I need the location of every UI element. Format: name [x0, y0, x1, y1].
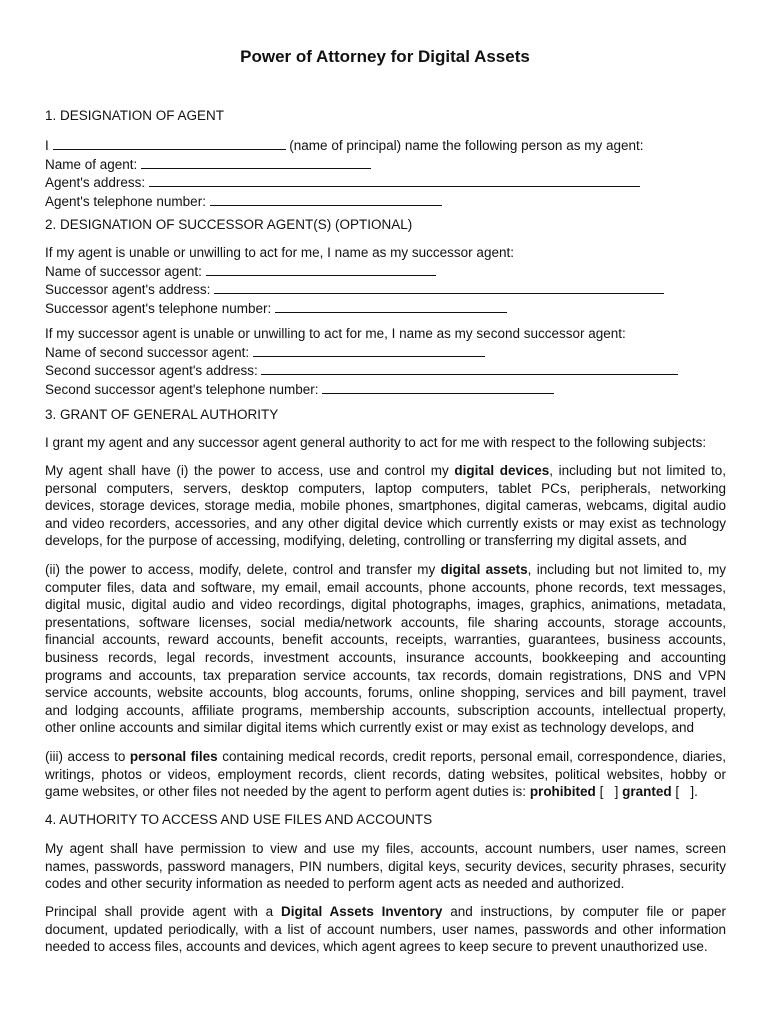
paragraph-line: names, passwords, password managers, PIN numbers, digital keys, security devices, security phrases, security — [45, 858, 726, 874]
paragraph-line: business records, legal records, investment accounts, insurance accounts, bookkeeping and accounting — [45, 649, 726, 665]
paragraph-line — [45, 748, 726, 766]
paragraph-line: personal computers, servers, desktop computers, laptop computers, tablet PCs, peripherals, networking — [45, 480, 726, 496]
principal-prefix: I — [45, 138, 49, 153]
paragraph-line: document, updated periodically, with a list of account numbers, user names, passwords and other information — [45, 921, 726, 937]
section-1 — [45, 107, 726, 125]
paragraph-line: develops, for the purpose of accessing, modifying, deleting, controlling or transferring my digital assets, and — [45, 533, 687, 549]
term-digital-devices: digital devices — [454, 463, 550, 478]
files-accounts-paragraph — [45, 840, 726, 893]
term-digital-assets: digital assets — [440, 562, 528, 577]
paragraph-line — [45, 903, 726, 921]
paragraph-line: needed to access files, accounts and devices, which agent agrees to keep secure to prevent unauthorized use. — [45, 939, 708, 955]
paragraph-line: and video recorders, accessories, and any other digital device which currently exists or may exist as technology — [45, 515, 726, 531]
successor-address-blank[interactable] — [214, 280, 664, 294]
successor-address-label: Successor agent's address: — [45, 282, 211, 298]
option-prohibited-label: prohibited — [529, 784, 596, 800]
term-digital-assets-inventory: Digital Assets Inventory — [280, 904, 443, 919]
agent-phone-label: Agent's telephone number: — [45, 193, 206, 209]
second-successor-fields — [45, 325, 726, 398]
paragraph-line: devices, storage devices, storage media, mobile phones, smartphones, digital cameras, webcams, digital audio — [45, 498, 726, 514]
agent-name-blank[interactable] — [141, 155, 371, 169]
successor-name-line — [45, 262, 726, 281]
second-successor-address-blank[interactable] — [261, 361, 678, 375]
text-run: game websites, or other files not needed by the agent to perform agent duties is: — [45, 784, 527, 800]
paragraph-line: programs and accounts, tax preparation service accounts, tax records, domain registrations, DNS and VPN — [45, 667, 726, 683]
successor-name-blank[interactable] — [206, 262, 436, 276]
granted-checkbox[interactable]: [ ]. — [675, 784, 698, 800]
paragraph-line: other online accounts and similar digital items which currently exist or may exist as technology develops, and — [45, 720, 695, 736]
document-title: Power of Attorney for Digital Assets — [240, 47, 530, 66]
section-4-heading: 4. AUTHORITY TO ACCESS AND USE FILES AND ACCOUNTS — [45, 812, 433, 827]
paragraph-line: service accounts, website accounts, blog accounts, forums, online shopping, services and bill payment, travel — [45, 685, 726, 701]
successor-intro: If my agent is unable or unwilling to act for me, I name as my successor agent: — [45, 245, 514, 260]
text-run: (ii) the power to access, modify, delete, control and transfer my — [45, 562, 436, 577]
paragraph-line: presentations, software licenses, social media/network accounts, file sharing accounts, storage accounts, — [45, 614, 726, 630]
section-2-heading: 2. DESIGNATION OF SUCCESSOR AGENT(S) (OPTIONAL) — [45, 217, 413, 232]
text-run: containing medical records, credit reports, personal email, correspondence, diaries, — [222, 749, 726, 764]
personal-files-choice-line — [45, 783, 726, 801]
successor-phone-line — [45, 299, 726, 318]
text-run: , including but not limited to, my — [527, 562, 726, 577]
paragraph-line — [45, 561, 726, 579]
section-1-fields — [45, 136, 726, 210]
second-successor-name-blank[interactable] — [253, 343, 485, 357]
paragraph-line: codes and other security information as needed to perform agent acts as needed and authorized. — [45, 876, 625, 892]
paragraph-line: financial accounts, reward accounts, benefit accounts, receipts, warranties, guarantees, business accounts, — [45, 632, 726, 648]
personal-files-paragraph — [45, 748, 726, 801]
digital-devices-paragraph — [45, 462, 726, 550]
successor-agent-fields — [45, 244, 726, 317]
second-successor-phone-line — [45, 380, 726, 399]
text-run: (iii) access to — [45, 749, 126, 764]
grant-intro: I grant my agent and any successor agent general authority to act for me with respect to the following subjects: — [45, 435, 707, 450]
second-successor-phone-label: Second successor agent's telephone number: — [45, 381, 319, 397]
text-run: My agent shall have (i) the power to access, use and control my — [45, 463, 449, 478]
second-successor-phone-blank[interactable] — [322, 380, 554, 394]
agent-name-line — [45, 155, 726, 174]
principal-name-blank[interactable] — [53, 136, 286, 150]
digital-assets-paragraph — [45, 561, 726, 737]
paragraph-line — [45, 462, 726, 480]
text-run: Principal shall provide agent with a — [45, 904, 274, 919]
agent-address-blank[interactable] — [149, 173, 640, 187]
paragraph-line: digital music, digital audio and video recordings, digital photographs, images, graphics, animations, metadata, — [45, 597, 726, 613]
option-granted-label: granted — [622, 784, 672, 800]
text-run: , including but not limited to, — [549, 463, 726, 478]
agent-phone-line — [45, 192, 726, 211]
section-3-intro — [45, 434, 726, 452]
section-2 — [45, 216, 726, 234]
second-successor-name-line — [45, 343, 726, 362]
text-run: and instructions, by computer file or paper — [450, 904, 726, 919]
agent-name-label: Name of agent: — [45, 156, 138, 172]
second-successor-address-line — [45, 361, 726, 380]
successor-phone-label: Successor agent's telephone number: — [45, 300, 272, 316]
section-1-heading: 1. DESIGNATION OF AGENT — [45, 108, 225, 123]
prohibited-checkbox[interactable]: [ ] — [599, 784, 619, 800]
inventory-paragraph — [45, 903, 726, 956]
principal-line — [45, 136, 726, 155]
successor-phone-blank[interactable] — [275, 299, 507, 313]
agent-address-label: Agent's address: — [45, 175, 146, 191]
second-successor-address-label: Second successor agent's address: — [45, 363, 258, 379]
section-3 — [45, 406, 726, 424]
paragraph-line: writings, photos or videos, employment records, client records, dating websites, political websites, hobby or — [45, 766, 726, 782]
section-4 — [45, 811, 726, 829]
successor-address-line — [45, 280, 726, 299]
paragraph-line: My agent shall have permission to view and use my files, accounts, account numbers, user names, screen — [45, 841, 726, 856]
paragraph-line: and lodging accounts, affiliate programs, membership accounts, subscription accounts, intellectual property, — [45, 702, 726, 718]
agent-address-line — [45, 173, 726, 192]
term-personal-files: personal files — [129, 749, 218, 764]
paragraph-line: computer files, data and software, my email, email accounts, phone accounts, phone records, text messages, — [45, 579, 726, 595]
agent-phone-blank[interactable] — [210, 192, 442, 206]
second-successor-name-label: Name of second successor agent: — [45, 344, 250, 360]
section-3-heading: 3. GRANT OF GENERAL AUTHORITY — [45, 407, 279, 422]
principal-suffix: (name of principal) name the following person as my agent: — [289, 138, 644, 153]
successor-name-label: Name of successor agent: — [45, 263, 202, 279]
second-successor-intro: If my successor agent is unable or unwilling to act for me, I name as my second successor agent: — [45, 326, 626, 341]
